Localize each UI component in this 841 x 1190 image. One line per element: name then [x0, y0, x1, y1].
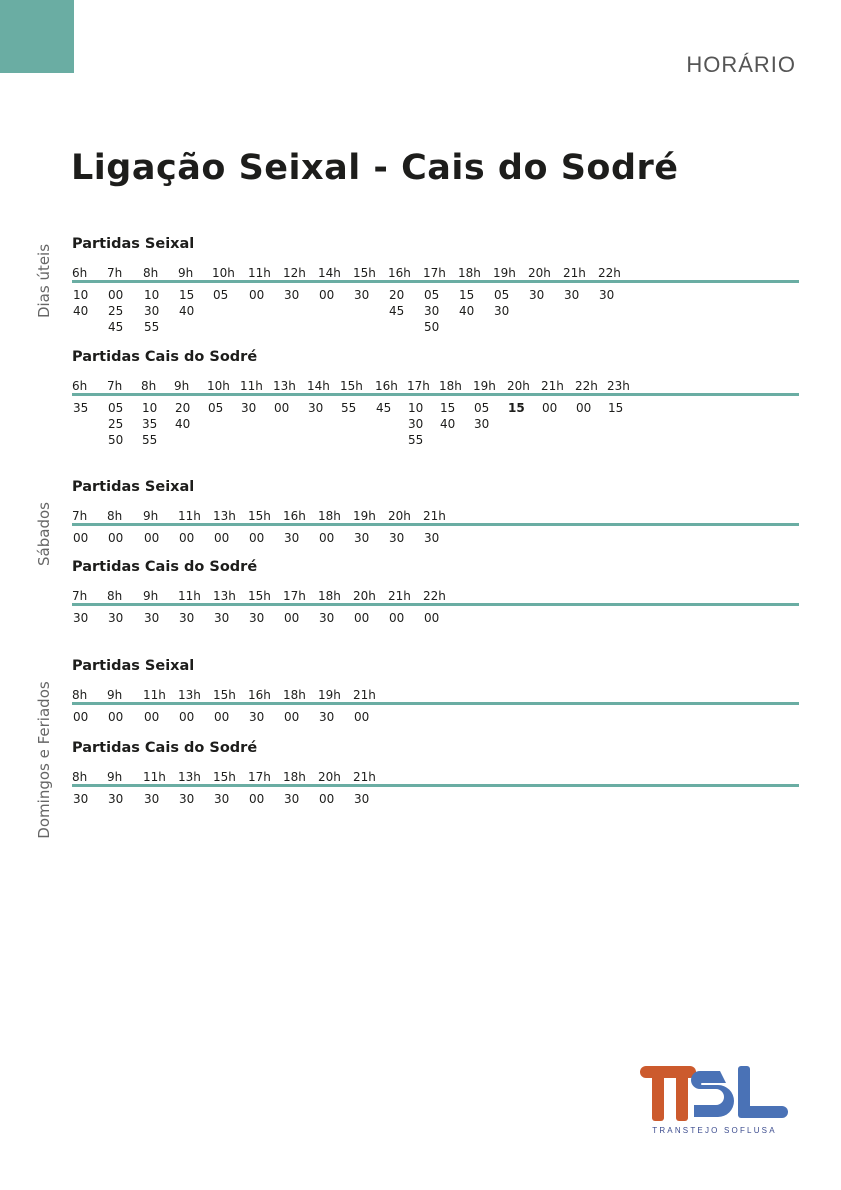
hour-label: 20h [318, 770, 341, 784]
hour-label: 13h [273, 379, 296, 393]
minutes-column [142, 400, 157, 448]
departure-minute: 40 [459, 304, 475, 318]
departure-minute: 00 [284, 710, 300, 724]
minutes-column [108, 709, 123, 725]
minutes-column [144, 287, 159, 335]
minutes-column [179, 287, 194, 319]
minutes-column [214, 610, 229, 626]
minutes-column [214, 791, 229, 807]
hour-label: 16h [388, 266, 411, 280]
departure-minute: 15 [608, 401, 624, 415]
departure-minute: 00 [249, 792, 265, 806]
departure-minute: 00 [179, 531, 195, 545]
page-title: Ligação Seixal - Cais do Sodré [71, 148, 679, 188]
block-title: Partidas Seixal [72, 658, 195, 674]
departure-minute: 30 [179, 792, 195, 806]
departure-minute: 50 [424, 320, 440, 334]
hour-label: 12h [283, 266, 306, 280]
departure-minute: 30 [249, 710, 265, 724]
minutes-column [73, 791, 88, 807]
departure-minute: 30 [319, 710, 335, 724]
departure-minute: 30 [284, 288, 300, 302]
departure-minute: 00 [108, 531, 124, 545]
minutes-column [73, 709, 88, 725]
departure-minute: 05 [213, 288, 229, 302]
hour-label: 14h [307, 379, 330, 393]
departure-minute: 30 [564, 288, 580, 302]
departure-minute: 30 [474, 417, 490, 431]
minutes-column [440, 400, 455, 432]
departure-minute: 00 [108, 710, 124, 724]
minutes-column [529, 287, 544, 303]
departure-minute: 30 [144, 304, 160, 318]
divider-rule [72, 702, 799, 705]
departure-minute: 30 [284, 792, 300, 806]
minutes-column [576, 400, 591, 416]
departure-minute: 00 [144, 710, 160, 724]
minutes-column [144, 791, 159, 807]
departure-minute: 00 [108, 288, 124, 302]
departure-minute: 30 [284, 531, 300, 545]
departure-minute: 05 [208, 401, 224, 415]
block-title: Partidas Seixal [72, 236, 195, 252]
minutes-column [108, 791, 123, 807]
hour-label: 9h [107, 688, 123, 702]
hour-label: 20h [388, 509, 411, 523]
departure-minute: 05 [108, 401, 124, 415]
hour-label: 20h [353, 589, 376, 603]
hour-label: 15h [213, 688, 236, 702]
departure-minute: 10 [144, 288, 160, 302]
minutes-column [389, 610, 404, 626]
departure-minute: 05 [494, 288, 510, 302]
section-label-weekdays: Dias úteis [35, 243, 53, 319]
hour-label: 22h [598, 266, 621, 280]
departure-minute: 00 [319, 792, 335, 806]
departure-minute: 15 [440, 401, 456, 415]
departure-minute: 30 [108, 792, 124, 806]
departure-minute: 00 [389, 611, 405, 625]
minutes-column [608, 400, 623, 416]
hour-label: 9h [143, 509, 159, 523]
hour-label: 21h [563, 266, 586, 280]
departure-minute: 30 [599, 288, 615, 302]
departure-minute: 30 [144, 792, 160, 806]
hour-label: 9h [174, 379, 190, 393]
minutes-column [389, 530, 404, 546]
departure-minute: 00 [214, 710, 230, 724]
hour-label: 11h [178, 589, 201, 603]
divider-rule [72, 280, 799, 283]
departure-minute: 30 [494, 304, 510, 318]
hour-label: 20h [507, 379, 530, 393]
hour-label: 8h [143, 266, 159, 280]
departure-minute: 20 [175, 401, 191, 415]
hour-label: 7h [107, 266, 123, 280]
minutes-column [214, 530, 229, 546]
minutes-column [459, 287, 474, 319]
departure-minute: 30 [389, 531, 405, 545]
minutes-column [108, 610, 123, 626]
section-label-sundays-holidays: Domingos e Feriados [35, 681, 53, 839]
departure-minute: 00 [144, 531, 160, 545]
departure-minute: 20 [389, 288, 405, 302]
minutes-column [108, 287, 123, 335]
minutes-column [175, 400, 190, 432]
hour-label: 22h [423, 589, 446, 603]
departure-minute: 30 [354, 792, 370, 806]
minutes-column [319, 287, 334, 303]
minutes-column [73, 287, 88, 319]
divider-rule [72, 784, 799, 787]
minutes-column [249, 791, 264, 807]
departure-minute: 45 [389, 304, 405, 318]
departure-minute: 05 [424, 288, 440, 302]
minutes-column [308, 400, 323, 416]
minutes-column [284, 287, 299, 303]
hour-label: 18h [318, 509, 341, 523]
minutes-column [354, 709, 369, 725]
departure-minute: 00 [576, 401, 592, 415]
departure-minute: 05 [474, 401, 490, 415]
minutes-column [144, 709, 159, 725]
minutes-column [249, 287, 264, 303]
minutes-column [249, 709, 264, 725]
minutes-column [284, 610, 299, 626]
departure-minute: 25 [108, 304, 124, 318]
minutes-column [542, 400, 557, 416]
departure-minute: 55 [142, 433, 158, 447]
block-title: Partidas Cais do Sodré [72, 740, 258, 756]
minutes-column [73, 530, 88, 546]
hour-label: 18h [318, 589, 341, 603]
departure-minute: 30 [354, 531, 370, 545]
hour-label: 15h [340, 379, 363, 393]
hour-label: 21h [423, 509, 446, 523]
departure-minute: 35 [73, 401, 89, 415]
hour-label: 21h [353, 688, 376, 702]
hour-label: 15h [248, 509, 271, 523]
hour-label: 7h [107, 379, 123, 393]
departure-minute: 30 [179, 611, 195, 625]
hour-label: 11h [143, 688, 166, 702]
section-label-saturdays: Sábados [35, 502, 53, 566]
hour-label: 21h [388, 589, 411, 603]
hour-label: 18h [283, 770, 306, 784]
hour-label: 8h [107, 509, 123, 523]
ttsl-logo [638, 1063, 791, 1141]
hour-label: 13h [178, 770, 201, 784]
departure-minute: 30 [73, 792, 89, 806]
minutes-column [284, 530, 299, 546]
hour-label: 10h [212, 266, 235, 280]
hour-label: 23h [607, 379, 630, 393]
departure-minute: 55 [341, 401, 357, 415]
departure-minute: 30 [73, 611, 89, 625]
departure-minute: 10 [73, 288, 89, 302]
hour-label: 11h [178, 509, 201, 523]
minutes-column [179, 709, 194, 725]
minutes-column [73, 400, 88, 416]
departure-minute: 30 [408, 417, 424, 431]
minutes-column [249, 610, 264, 626]
minutes-column [319, 610, 334, 626]
hour-label: 16h [283, 509, 306, 523]
hour-label: 16h [375, 379, 398, 393]
departure-minute: 35 [142, 417, 158, 431]
minutes-column [474, 400, 489, 432]
hour-label: 22h [575, 379, 598, 393]
minutes-column [179, 791, 194, 807]
hour-label: 17h [283, 589, 306, 603]
departure-minute: 50 [108, 433, 124, 447]
departure-minute: 30 [308, 401, 324, 415]
minutes-column [341, 400, 356, 416]
minutes-column [319, 530, 334, 546]
departure-minute: 30 [529, 288, 545, 302]
hour-label: 18h [283, 688, 306, 702]
hour-label: 15h [213, 770, 236, 784]
divider-rule [72, 603, 799, 606]
divider-rule [72, 523, 799, 526]
departure-minute: 40 [73, 304, 89, 318]
departure-minute: 15 [459, 288, 475, 302]
corner-accent [0, 0, 74, 73]
hour-label: 11h [248, 266, 271, 280]
hour-label: 19h [493, 266, 516, 280]
hour-label: 20h [528, 266, 551, 280]
hour-label: 6h [72, 266, 88, 280]
hour-label: 17h [423, 266, 446, 280]
departure-minute: 45 [108, 320, 124, 334]
departure-minute: 30 [241, 401, 257, 415]
hour-label: 18h [458, 266, 481, 280]
ttsl-logo-mark [638, 1063, 791, 1123]
minutes-column [424, 530, 439, 546]
departure-minute: 30 [214, 611, 230, 625]
hour-label: 11h [143, 770, 166, 784]
hour-label: 8h [141, 379, 157, 393]
hour-label: 19h [353, 509, 376, 523]
minutes-column [274, 400, 289, 416]
departure-minute: 00 [284, 611, 300, 625]
minutes-column [319, 709, 334, 725]
hour-label: 13h [213, 589, 236, 603]
minutes-column [424, 287, 439, 335]
logo-subtitle: TRANSTEJO SOFLUSA [652, 1126, 777, 1135]
hour-label: 14h [318, 266, 341, 280]
hour-label: 15h [248, 589, 271, 603]
departure-minute: 40 [175, 417, 191, 431]
departure-minute: 00 [249, 288, 265, 302]
minutes-column [494, 287, 509, 319]
minutes-column [208, 400, 223, 416]
minutes-column [213, 287, 228, 303]
header-label: HORÁRIO [686, 52, 796, 77]
divider-rule [72, 393, 799, 396]
departure-minute: 30 [354, 288, 370, 302]
hour-label: 13h [213, 509, 236, 523]
minutes-column [214, 709, 229, 725]
minutes-column [354, 287, 369, 303]
minutes-column [73, 610, 88, 626]
minutes-column [108, 530, 123, 546]
block-title: Partidas Seixal [72, 479, 195, 495]
minutes-column [389, 287, 404, 319]
departure-minute: 15 [179, 288, 195, 302]
minutes-column [179, 610, 194, 626]
departure-minute: 00 [249, 531, 265, 545]
departure-minute: 00 [214, 531, 230, 545]
minutes-column [354, 530, 369, 546]
departure-minute: 45 [376, 401, 392, 415]
minutes-column [354, 791, 369, 807]
departure-minute: 00 [73, 710, 89, 724]
hour-label: 7h [72, 509, 88, 523]
minutes-column [241, 400, 256, 416]
departure-minute: 55 [408, 433, 424, 447]
departure-minute: 00 [73, 531, 89, 545]
minutes-column [284, 709, 299, 725]
minutes-column [144, 610, 159, 626]
departure-minute: 30 [319, 611, 335, 625]
minutes-column [354, 610, 369, 626]
hour-label: 19h [318, 688, 341, 702]
hour-label: 8h [72, 688, 88, 702]
minutes-column [508, 400, 525, 416]
hour-label: 16h [248, 688, 271, 702]
hour-label: 11h [240, 379, 263, 393]
hour-label: 8h [107, 589, 123, 603]
departure-minute: 40 [440, 417, 456, 431]
hour-label: 15h [353, 266, 376, 280]
minutes-column [144, 530, 159, 546]
hour-label: 17h [407, 379, 430, 393]
departure-minute: 00 [179, 710, 195, 724]
minutes-column [319, 791, 334, 807]
block-title: Partidas Cais do Sodré [72, 559, 258, 575]
minutes-column [424, 610, 439, 626]
minutes-column [564, 287, 579, 303]
departure-minute: 00 [424, 611, 440, 625]
minutes-column [249, 530, 264, 546]
hour-label: 9h [143, 589, 159, 603]
minutes-column [376, 400, 391, 416]
departure-minute: 30 [214, 792, 230, 806]
departure-minute: 30 [144, 611, 160, 625]
minutes-column [108, 400, 123, 448]
hour-label: 13h [178, 688, 201, 702]
departure-minute: 25 [108, 417, 124, 431]
hour-label: 21h [353, 770, 376, 784]
departure-minute: 00 [319, 531, 335, 545]
hour-label: 19h [473, 379, 496, 393]
departure-minute: 10 [408, 401, 424, 415]
hour-label: 17h [248, 770, 271, 784]
hour-label: 9h [178, 266, 194, 280]
minutes-column [284, 791, 299, 807]
minutes-column [599, 287, 614, 303]
departure-minute: 00 [542, 401, 558, 415]
hour-label: 21h [541, 379, 564, 393]
hour-label: 18h [439, 379, 462, 393]
hour-label: 9h [107, 770, 123, 784]
hour-label: 6h [72, 379, 88, 393]
departure-minute: 55 [144, 320, 160, 334]
hour-label: 10h [207, 379, 230, 393]
minutes-column [408, 400, 423, 448]
departure-minute: 30 [424, 304, 440, 318]
departure-minute: 40 [179, 304, 195, 318]
minutes-column [179, 530, 194, 546]
departure-minute: 15 [508, 401, 525, 415]
departure-minute: 00 [274, 401, 290, 415]
departure-minute: 30 [249, 611, 265, 625]
departure-minute: 10 [142, 401, 158, 415]
departure-minute: 00 [354, 611, 370, 625]
departure-minute: 30 [424, 531, 440, 545]
departure-minute: 00 [319, 288, 335, 302]
departure-minute: 00 [354, 710, 370, 724]
block-title: Partidas Cais do Sodré [72, 349, 258, 365]
hour-label: 7h [72, 589, 88, 603]
departure-minute: 30 [108, 611, 124, 625]
hour-label: 8h [72, 770, 88, 784]
